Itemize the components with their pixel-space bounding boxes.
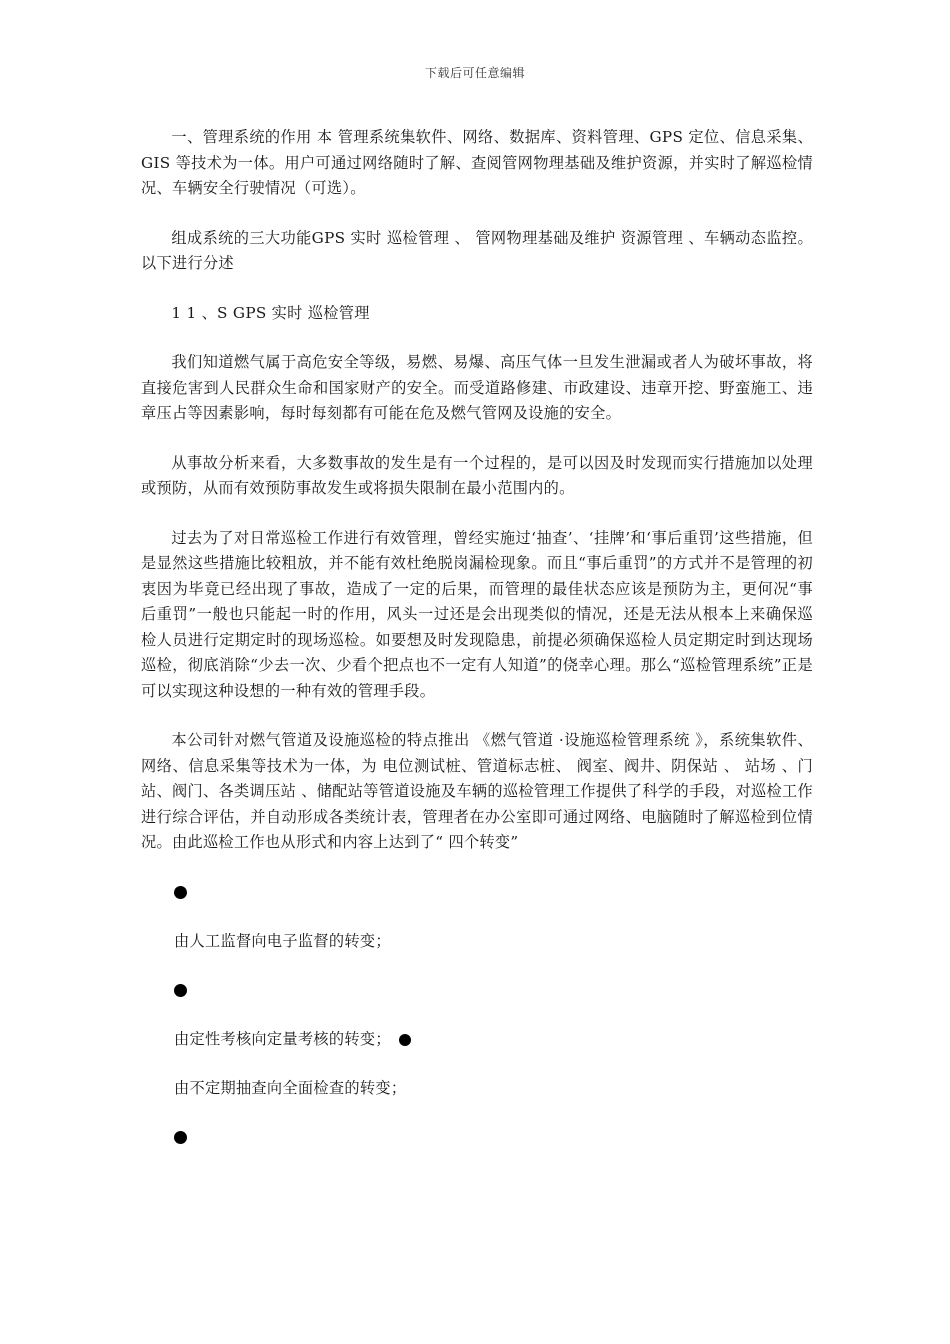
- section-heading-gps: 1 1 、S GPS 实时 巡检管理: [171, 303, 370, 322]
- bullet-row: [141, 880, 813, 905]
- bullet-dot-icon: [174, 1131, 187, 1144]
- paragraph-accident-analysis: 从事故分析来看，大多数事故的发生是有一个过程的，是可以因及时发现而实行措施加以处理或预防，从而有效预防事故发生或将损失限制在最小范围内的。: [141, 453, 813, 497]
- paragraph-functions: 组成系统的三大功能GPS 实时 巡检管理 、 管网物理基础及维护 资源管理 、车辆动态监控。以下进行分述: [141, 228, 813, 272]
- list-item-with-dot: [141, 1027, 813, 1052]
- bullet-row: [141, 1125, 813, 1150]
- paragraph-company-system: 本公司针对燃气管道及设施巡检的特点推出 《燃气管道 ·设施巡检管理系统 》，系统集软件、网络、信息采集等技术为一体，为 电位测试桩、管道标志桩、 阀室、阀井、阴保站 、 站场 、门站、阀门、各类调压站 、储配站等管道设施及车辆的巡检管理工作提供了科学的手段，对巡检工作进行综合评估，并自动形成各类统计表，管理者在办公室即可通过网络、电脑随时了解巡检到位情况。由此巡检工作也从形式和内容上达到了“ 四个转变”: [141, 731, 813, 851]
- bullet-dot-icon: [174, 886, 187, 899]
- list-item: 由不定期抽查向全面检查的转变；: [174, 1078, 407, 1097]
- document-body: [141, 125, 813, 1150]
- bullet-dot-icon: [174, 984, 187, 997]
- paragraph-intro: 一、管理系统的作用 本 管理系统集软件、网络、数据库、资料管理、GPS 定位、信息采集、GIS 等技术为一体。用户可通过网络随时了解、查阅管网物理基础及维护资源，并实时了解巡检情况、车辆安全行驶情况（可选）。: [141, 128, 813, 197]
- list-item: 由人工监督向电子监督的转变；: [174, 931, 391, 950]
- list-item-text: 由定性考核向定量考核的转变；: [174, 1029, 391, 1048]
- bullet-row: [141, 978, 813, 1003]
- paragraph-past-measures: 过去为了对日常巡检工作进行有效管理，曾经实施过‘抽查’、‘挂牌’和‘事后重罚’这些措施，但是显然这些措施比较粗放，并不能有效杜绝脱岗漏检现象。而且“事后重罚”的方式并不是管理的初衷因为毕竟已经出现了事故，造成了一定的后果，而管理的最佳状态应该是预防为主，更何况“事后重罚”一般也只能起一时的作用，风头一过还是会出现类似的情况，还是无法从根本上来确保巡检人员进行定期定时的现场巡检。如要想及时发现隐患，前提必须确保巡检人员定期定时到达现场巡检，彻底消除“少去一次、少看个把点也不一定有人知道”的侥幸心理。那么“巡检管理系统”正是可以实现这种设想的一种有效的管理手段。: [141, 528, 813, 700]
- bullet-dot-icon: [399, 1034, 411, 1046]
- paragraph-gas-safety: 我们知道燃气属于高危安全等级，易燃、易爆、高压气体一旦发生泄漏或者人为破坏事故，将直接危害到人民群众生命和国家财产的安全。而受道路修建、市政建设、违章开挖、野蛮施工、违章压占等因素影响，每时每刻都有可能在危及燃气管网及设施的安全。: [141, 353, 813, 422]
- page-header-note: 下载后可任意编辑: [424, 66, 525, 80]
